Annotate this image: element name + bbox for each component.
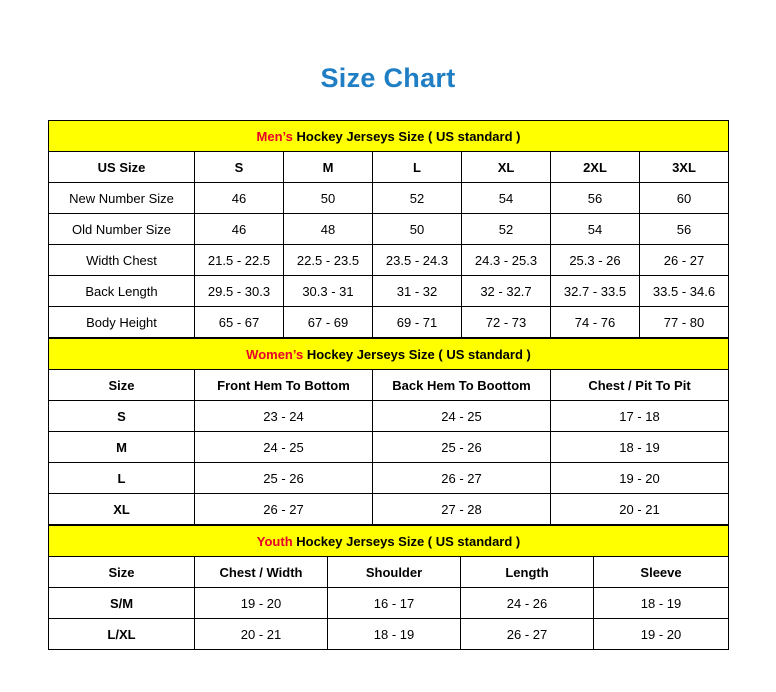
womens-row-2-cell-0: 25 - 26: [195, 463, 373, 494]
youth-row-0-cell-0: 19 - 20: [195, 588, 328, 619]
womens-col-1: Front Hem To Bottom: [195, 370, 373, 401]
womens-row-3-cell-1: 27 - 28: [373, 494, 551, 525]
mens-row-2-cell-3: 24.3 - 25.3: [462, 245, 551, 276]
mens-row-3-cell-2: 31 - 32: [373, 276, 462, 307]
youth-row-1-cell-1: 18 - 19: [328, 619, 461, 650]
mens-row-3-label: Back Length: [49, 276, 195, 307]
table-row: [49, 588, 729, 619]
mens-row-1-cell-1: 48: [284, 214, 373, 245]
womens-size-table: [48, 338, 729, 525]
mens-col-0: US Size: [49, 152, 195, 183]
mens-row-1-cell-4: 54: [551, 214, 640, 245]
table-row: [49, 494, 729, 525]
womens-row-2-cell-1: 26 - 27: [373, 463, 551, 494]
mens-row-1-cell-0: 46: [195, 214, 284, 245]
mens-row-0-label: New Number Size: [49, 183, 195, 214]
youth-col-4: Sleeve: [594, 557, 729, 588]
mens-row-1-label: Old Number Size: [49, 214, 195, 245]
mens-col-1: S: [195, 152, 284, 183]
mens-row-1-cell-3: 52: [462, 214, 551, 245]
womens-row-0-cell-1: 24 - 25: [373, 401, 551, 432]
womens-row-2-label: L: [49, 463, 195, 494]
womens-row-1-cell-1: 25 - 26: [373, 432, 551, 463]
mens-row-2-cell-5: 26 - 27: [640, 245, 729, 276]
mens-section-title: [49, 121, 729, 152]
womens-row-1-cell-2: 18 - 19: [551, 432, 729, 463]
womens-row-0-cell-0: 23 - 24: [195, 401, 373, 432]
mens-row-4-cell-1: 67 - 69: [284, 307, 373, 338]
table-section-header-row: [49, 339, 729, 370]
table-section-header-row: [49, 526, 729, 557]
youth-col-2: Shoulder: [328, 557, 461, 588]
mens-row-0-cell-5: 60: [640, 183, 729, 214]
youth-section-rest: Hockey Jerseys Size ( US standard ): [292, 533, 521, 549]
youth-row-0-cell-1: 16 - 17: [328, 588, 461, 619]
page-title: Size Chart: [320, 63, 456, 93]
mens-row-2-label: Width Chest: [49, 245, 195, 276]
mens-row-2-cell-1: 22.5 - 23.5: [284, 245, 373, 276]
table-row: [49, 370, 729, 401]
womens-row-1-cell-0: 24 - 25: [195, 432, 373, 463]
mens-row-1-cell-2: 50: [373, 214, 462, 245]
mens-row-1-cell-5: 56: [640, 214, 729, 245]
mens-col-3: L: [373, 152, 462, 183]
womens-row-3-cell-2: 20 - 21: [551, 494, 729, 525]
table-row: [49, 214, 729, 245]
youth-row-0-label: S/M: [49, 588, 195, 619]
mens-size-table: [48, 120, 729, 338]
table-row: [49, 245, 729, 276]
mens-row-4-cell-0: 65 - 67: [195, 307, 284, 338]
mens-section-accent: Men’s: [256, 128, 293, 144]
womens-row-0-label: S: [49, 401, 195, 432]
womens-section-rest: Hockey Jerseys Size ( US standard ): [303, 346, 531, 362]
table-row: [49, 557, 729, 588]
womens-row-1-label: M: [49, 432, 195, 463]
womens-col-2: Back Hem To Boottom: [373, 370, 551, 401]
womens-col-3: Chest / Pit To Pit: [551, 370, 729, 401]
mens-row-0-cell-2: 52: [373, 183, 462, 214]
womens-row-3-label: XL: [49, 494, 195, 525]
mens-row-3-cell-1: 30.3 - 31: [284, 276, 373, 307]
youth-row-1-cell-2: 26 - 27: [461, 619, 594, 650]
table-row: [49, 183, 729, 214]
mens-row-3-cell-0: 29.5 - 30.3: [195, 276, 284, 307]
youth-col-0: Size: [49, 557, 195, 588]
mens-row-2-cell-4: 25.3 - 26: [551, 245, 640, 276]
youth-size-table: [48, 525, 729, 650]
table-row: [49, 401, 729, 432]
womens-row-3-cell-0: 26 - 27: [195, 494, 373, 525]
youth-section-title: [49, 526, 729, 557]
youth-row-1-label: L/XL: [49, 619, 195, 650]
mens-row-4-cell-5: 77 - 80: [640, 307, 729, 338]
mens-row-4-cell-2: 69 - 71: [373, 307, 462, 338]
mens-row-0-cell-0: 46: [195, 183, 284, 214]
youth-row-1-cell-0: 20 - 21: [195, 619, 328, 650]
womens-section-title: [49, 339, 729, 370]
mens-row-0-cell-4: 56: [551, 183, 640, 214]
mens-section-rest: Hockey Jerseys Size ( US standard ): [292, 128, 521, 144]
table-row: [49, 432, 729, 463]
mens-row-4-cell-4: 74 - 76: [551, 307, 640, 338]
mens-col-6: 3XL: [640, 152, 729, 183]
table-row: [49, 276, 729, 307]
youth-col-3: Length: [461, 557, 594, 588]
mens-col-4: XL: [462, 152, 551, 183]
youth-row-1-cell-3: 19 - 20: [594, 619, 729, 650]
table-row: [49, 619, 729, 650]
size-chart-tables: [48, 120, 728, 650]
table-row: [49, 463, 729, 494]
youth-section-accent: Youth: [256, 533, 293, 549]
womens-row-0-cell-2: 17 - 18: [551, 401, 729, 432]
womens-col-0: Size: [49, 370, 195, 401]
table-section-header-row: [49, 121, 729, 152]
mens-col-5: 2XL: [551, 152, 640, 183]
mens-row-2-cell-2: 23.5 - 24.3: [373, 245, 462, 276]
mens-row-0-cell-1: 50: [284, 183, 373, 214]
mens-row-2-cell-0: 21.5 - 22.5: [195, 245, 284, 276]
mens-row-3-cell-3: 32 - 32.7: [462, 276, 551, 307]
womens-row-2-cell-2: 19 - 20: [551, 463, 729, 494]
youth-row-0-cell-3: 18 - 19: [594, 588, 729, 619]
womens-section-accent: Women’s: [246, 346, 304, 362]
mens-row-3-cell-5: 33.5 - 34.6: [640, 276, 729, 307]
mens-row-4-cell-3: 72 - 73: [462, 307, 551, 338]
mens-col-2: M: [284, 152, 373, 183]
table-row: [49, 152, 729, 183]
youth-row-0-cell-2: 24 - 26: [461, 588, 594, 619]
youth-col-1: Chest / Width: [195, 557, 328, 588]
mens-row-3-cell-4: 32.7 - 33.5: [551, 276, 640, 307]
mens-row-0-cell-3: 54: [462, 183, 551, 214]
table-row: [49, 307, 729, 338]
mens-row-4-label: Body Height: [49, 307, 195, 338]
